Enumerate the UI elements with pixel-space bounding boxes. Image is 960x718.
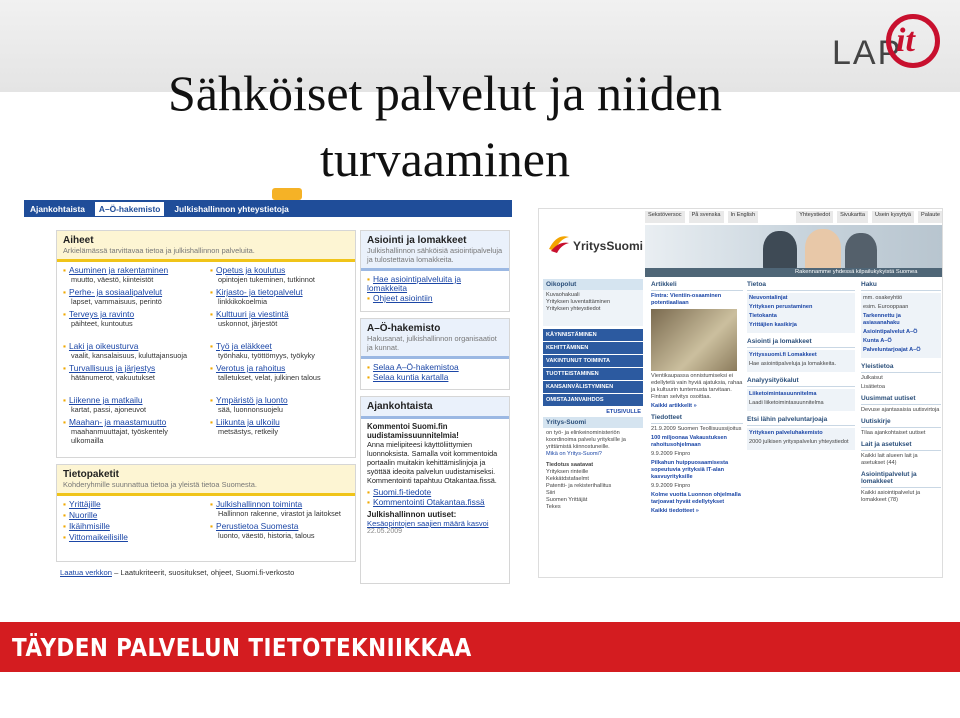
- list-item[interactable]: Yrityksen perustaminen: [749, 304, 813, 310]
- haku-field[interactable]: esim. Eurooppaan: [863, 304, 909, 310]
- news-subtitle: Julkishallinnon uutiset:: [367, 510, 457, 519]
- aiheet-left-col: [63, 266, 202, 449]
- tietopaketit-panel: [56, 464, 356, 562]
- bottom-banner-text: TÄYDEN PALVELUN TIETOTEKNIIKKAA: [12, 633, 472, 662]
- yritys-logo[interactable]: [543, 223, 643, 275]
- logo-text: LAP: [832, 34, 903, 72]
- list-item[interactable]: ▪ Työ ja eläkkeet työnhaku, työttömyys, työkyky: [210, 342, 349, 360]
- list-item[interactable]: ▪ Selaa A–Ö-hakemistoa: [367, 363, 503, 372]
- list-item[interactable]: ▪ Perustietoa Suomesta luonto, väestö, historia, talous: [210, 522, 349, 540]
- menu-item[interactable]: KEHITTÄMINEN: [543, 342, 643, 355]
- right-box-title: Yleistietoa: [861, 361, 941, 373]
- list-item[interactable]: Tarkennettu ja asiasanahaku: [863, 313, 901, 326]
- list-item[interactable]: Kunta A–Ö: [863, 338, 892, 344]
- list-item[interactable]: Kuvaohakuali: [546, 292, 580, 298]
- yritys-middle-column: [651, 279, 743, 517]
- aiheet-header: [57, 231, 355, 262]
- right-box-text[interactable]: Tilaa ajankohtaiset uutiset: [861, 430, 926, 436]
- toplink[interactable]: Yhteystiedot: [796, 211, 833, 223]
- menu-item[interactable]: KÄYNNISTÄMINEN: [543, 329, 643, 342]
- ao-panel: [360, 318, 510, 390]
- tietopaketit-desc: Kohderyhmille suunnattua tietoa ja yleistä tietoa Suomesta.: [63, 480, 257, 489]
- artikkeli-headline[interactable]: Fintra: Vientiin-osaaminen potentiaaliaan: [651, 293, 722, 306]
- asiointi-box-link[interactable]: Yrityssuomi.fi Lomakkeet: [749, 352, 817, 358]
- yritys-box-text: on työ- ja elinkeinoministeriön koordinoima palvelu yrityksille ja yrittämistä kiinnostuneille.: [546, 430, 626, 450]
- asiointi-box-title: Asiointi ja lomakkeet: [747, 336, 855, 348]
- toplink[interactable]: Palaute: [918, 211, 943, 223]
- news-headline[interactable]: Kommentoi Suomi.fin uudistamissuunnitelmia!: [367, 422, 459, 440]
- aiheet-right-col: [210, 266, 349, 449]
- list-item[interactable]: Neuvontalinjat: [749, 295, 788, 301]
- etsi-text: 2000 julkisen yrityspalvelun yhteystiedot: [749, 439, 849, 445]
- aiheet-title: Aiheet: [63, 235, 94, 246]
- etusivulle-link[interactable]: ETUSIVULLE: [606, 409, 641, 415]
- suomi-fi-screenshot: [24, 200, 512, 585]
- lapit-logo: [832, 12, 942, 82]
- list-item[interactable]: ▪ Laki ja oikeusturva vaalit, kansalaisuus, kuluttajansuoja: [63, 342, 202, 360]
- list-item[interactable]: ▪ Verotus ja rahoitus talletukset, velat, julkinen talous: [210, 364, 349, 382]
- logo-mark: it: [896, 22, 915, 59]
- tiedotus-title: Tiedotus saatavat: [546, 462, 594, 468]
- list-item[interactable]: Yrityksen luventattäminen: [546, 299, 611, 305]
- artikkeli-text: Vientikaupassa onnistumiseksi ei edellytetä vain hyviä ajatuksia, rahaa ja kultuurin tuntemusta tarvitaan. Fintran selvitys osoittaa.: [651, 373, 743, 400]
- asiointi-panel: [360, 230, 510, 312]
- right-box-text[interactable]: Lisätietoa: [861, 384, 885, 390]
- list-item[interactable]: Patentti- ja rekisterihallitus: [546, 483, 612, 489]
- list-item[interactable]: Yrityksen yhteystiedot: [546, 306, 601, 312]
- analyysit-text: Laadi liiketoimintasuunnitelma: [749, 400, 824, 406]
- list-item[interactable]: ▪ Turvallisuus ja järjestys hätänumerot, vakuutukset: [63, 364, 202, 382]
- tietopaketit-header: [57, 465, 355, 496]
- tietoa-title: Tietoa: [747, 279, 855, 291]
- right-box-text[interactable]: Kaikki lait alueen lait ja asetukset (44): [861, 453, 918, 466]
- oikopolut-title: Oikopolut: [543, 279, 643, 290]
- ao-title: A–Ö-hakemisto: [367, 323, 441, 334]
- list-item[interactable]: Yrittäjien kasikirja: [749, 322, 797, 328]
- menu-item[interactable]: OMISTAJANVAIHDOS: [543, 394, 643, 407]
- tiedote-date: 9.9.2009 Finpro: [651, 483, 691, 489]
- toplink[interactable]: På svenska: [689, 211, 724, 223]
- bottom-banner: [0, 622, 960, 672]
- nav-ajankohtaista[interactable]: Ajankohtaista: [30, 203, 85, 214]
- aiheet-panel: [56, 230, 356, 458]
- tiedote-link[interactable]: 100 miljoonaa Vakaustuksen rahoitusohjelmaan: [651, 435, 727, 448]
- aiheet-desc: Arkielämässä tarvittavaa tietoa ja julkishallinnon palveluita.: [63, 246, 255, 255]
- ao-desc: Hakusanat, julkishallinnon organisaatiot ja kunnat.: [367, 334, 497, 352]
- list-item[interactable]: ▪ Asuminen ja rakentaminen muutto, väestö, kiinteistöt: [63, 266, 202, 284]
- list-item[interactable]: ▪ Kommentointi Otakantaa.fissä: [367, 498, 503, 507]
- list-item[interactable]: Asiointipalvelut A–Ö: [863, 329, 918, 335]
- right-box-text[interactable]: Devuse ajantasaisia uutisvirtoja: [861, 407, 940, 413]
- nav-yhteystietoja[interactable]: Julkishallinnon yhteystietoja: [174, 203, 289, 214]
- yritys-main-menu: [543, 329, 643, 407]
- list-item[interactable]: Tietokanta: [749, 313, 777, 319]
- list-item[interactable]: ▪ Nuorille: [63, 511, 202, 520]
- ajankohtaista-title: Ajankohtaista: [367, 401, 433, 412]
- tietopaketit-title: Tietopaketit: [63, 469, 119, 480]
- list-item[interactable]: ▪ Ympäristö ja luonto sää, luonnonsuojelu: [210, 396, 349, 414]
- yritys-left-column: [543, 279, 643, 513]
- menu-item[interactable]: TUOTTEISTAMINEN: [543, 368, 643, 381]
- news-date: 22.05.2009: [367, 528, 403, 535]
- menu-item[interactable]: VAKINTUNUT TOIMINTA: [543, 355, 643, 368]
- tiedote-link[interactable]: Kolme vuotta Luonnon ohjelmalla tarjoavat hyvät edellytykset: [651, 492, 741, 505]
- list-item[interactable]: ▪ Terveys ja ravinto päihteet, kuntoutus: [63, 310, 202, 328]
- decorative-smudge: [272, 188, 302, 200]
- ajankohtaista-panel: [360, 396, 510, 584]
- toplink[interactable]: Usein kysyttyä: [872, 211, 914, 223]
- yritys-swoosh-icon: [547, 231, 571, 255]
- artikkeli-title: Artikkeli: [651, 279, 743, 291]
- tiedote-date: 21.9.2009 Suomen Teollisuussijoitus: [651, 426, 742, 432]
- hero-person-3: [845, 233, 877, 271]
- tiedote-link[interactable]: Pilkahun huippuosaamisesta sopeutuvia yrityksiä IT-alan kasvuyrityksille: [651, 460, 729, 480]
- tiedotteet-title: Tiedotteet: [651, 412, 743, 424]
- toplink[interactable]: Sekstöversoc: [645, 211, 685, 223]
- list-item[interactable]: Siiri: [546, 490, 556, 496]
- list-item[interactable]: ▪ Ikäihmisille: [63, 522, 202, 531]
- right-box-text[interactable]: Kaikki asiointipalvelut ja lomakkeet (78): [861, 490, 921, 503]
- list-item[interactable]: ▪ Julkishallinnon toiminta Hallinnon rakenne, virastot ja laitokset: [210, 500, 349, 518]
- yritys-box-link[interactable]: Mikä on Yritys-Suomi?: [546, 451, 602, 457]
- asiointi-title: Asiointi ja lomakkeet: [367, 235, 467, 246]
- yritys-box-title: Yritys-Suomi: [543, 417, 643, 428]
- list-item[interactable]: Kekkätdstafaelmt: [546, 476, 589, 482]
- slide-title: Sähköiset palvelut ja niiden turvaaminen: [167, 65, 723, 187]
- menu-item[interactable]: KANSAINVÄLISTYMINEN: [543, 381, 643, 394]
- yritys-third-column: [747, 279, 855, 453]
- right-box-title: Lait ja asetukset: [861, 439, 941, 451]
- analyysit-title: Analyysityökalut: [747, 375, 855, 387]
- hero-person-2: [805, 229, 841, 271]
- list-item[interactable]: ▪ Liikunta ja ulkoilu metsästys, retkeily: [210, 418, 349, 436]
- news-body: Anna mielipiteesi käyttöliittymien luonnoksista. Samalla voit kommentoida portaalin muitakin kehittämislinjoja ja syöttää ideoita palvelun uudistamiseksi. Kommentointi tapahtuu Otakantaa.fissä.: [367, 440, 498, 485]
- nav-ao-hakemisto[interactable]: A–Ö-hakemisto: [95, 202, 164, 216]
- yritys-hero-banner: [645, 225, 943, 277]
- yritys-right-column: [861, 279, 941, 506]
- haku-title: Haku: [861, 279, 941, 291]
- asiointi-box-text: Hae asiointipalveluja ja lomakkeita.: [749, 361, 837, 367]
- analyysit-link[interactable]: Liiketoimintasuunnitelma: [749, 391, 817, 397]
- hero-person-1: [763, 231, 797, 271]
- list-item[interactable]: ▪ Opetus ja koulutus opintojen tukeminen, tutkinnot: [210, 266, 349, 284]
- right-box-title: Uusimmat uutiset: [861, 393, 941, 405]
- tiedote-date: 9.9.2009 Finpro: [651, 451, 691, 457]
- yritys-top-links: [645, 211, 943, 223]
- toplink[interactable]: Sivukartta: [837, 211, 868, 223]
- list-item[interactable]: Yrityksen rinteille: [546, 469, 589, 475]
- yritys-logo-text: YritysSuomi: [573, 239, 644, 253]
- right-box-text[interactable]: Julkaisut: [861, 375, 883, 381]
- asiointi-desc: Julkishallinnon sähköisiä asiointipalveluja ja tulostettavia lomakkeita.: [367, 246, 503, 264]
- toplink[interactable]: In English: [728, 211, 759, 223]
- suomi-footer: [60, 568, 294, 577]
- footer-link[interactable]: Laatua verkkon: [60, 568, 112, 577]
- list-item[interactable]: Suomen Yrittäjät: [546, 497, 588, 503]
- list-item[interactable]: ▪ Kirjasto- ja tietopalvelut linkkikokoelmia: [210, 288, 349, 306]
- etsi-link[interactable]: Yrityksen palveluhakemisto: [749, 430, 823, 436]
- list-item[interactable]: ▪ Liikenne ja matkailu kartat, passi, ajoneuvot: [63, 396, 202, 414]
- list-item[interactable]: ▪ Yrittäjille: [63, 500, 202, 509]
- right-box-title: Asiointipalvelut ja lomakkeet: [861, 469, 941, 488]
- list-item[interactable]: ▪ Suomi.fi-tiedote: [367, 488, 503, 497]
- list-item[interactable]: ▪ Maahan- ja maastamuutto maahanmuuttajat, työskentely ulkomailla: [63, 418, 202, 445]
- list-item[interactable]: ▪ Selaa kuntia kartalla: [367, 373, 503, 382]
- footer-text: – Laatukriteerit, suositukset, ohjeet, Suomi.fi-verkosto: [114, 568, 295, 577]
- list-item[interactable]: ▪ Hae asiointipalveluita ja lomakkeita: [367, 275, 503, 293]
- hero-caption: Rakennamme yhdessä kilpailukykyistä Suomea: [645, 268, 943, 277]
- list-item[interactable]: ▪ Vittomaikeilisille: [63, 533, 202, 542]
- tiedotteet-link[interactable]: Kaikki tiedotteet »: [651, 508, 699, 514]
- right-box-title: Uutiskirje: [861, 416, 941, 428]
- artikkeli-photo: [651, 309, 737, 371]
- list-item[interactable]: Tekes: [546, 504, 561, 510]
- suomi-top-nav: [24, 200, 512, 217]
- list-item[interactable]: ▪ Kulttuuri ja viestintä uskonnot, järjestöt: [210, 310, 349, 328]
- etsi-title: Etsi lähin palveluntarjoaja: [747, 414, 855, 426]
- list-item[interactable]: Palveluntarjoajat A–Ö: [863, 347, 921, 353]
- news-sublink[interactable]: Kesäopintojen saajien määrä kasvoi: [367, 519, 489, 528]
- haku-field[interactable]: mm. osakeyhtiö: [863, 295, 903, 301]
- list-item[interactable]: ▪ Ohjeet asiointiin: [367, 294, 503, 303]
- yrityssuomi-screenshot: [538, 208, 943, 578]
- artikkeli-link[interactable]: Kaikki artikkelit »: [651, 403, 697, 409]
- list-item[interactable]: ▪ Perhe- ja sosiaalipalvelut lapset, vammaisuus, perintö: [63, 288, 202, 306]
